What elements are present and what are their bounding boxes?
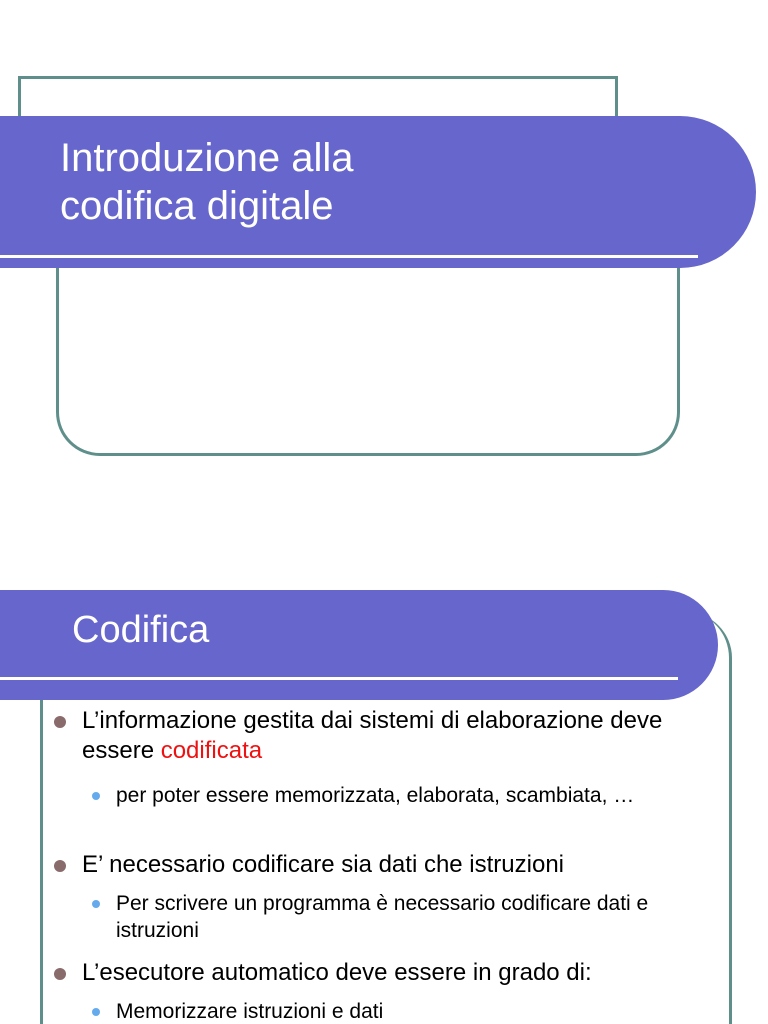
sub-bullet-2-text: Per scrivere un programma è necessario codificare dati e istruzioni [116,892,649,942]
bullet-dot [54,716,66,728]
slide-heading: Codifica [72,609,210,651]
title-line-1: Introduzione alla [60,136,354,180]
bullet-dot [54,860,66,872]
bullet-1 [82,706,722,766]
sub-bullet-3 [116,998,716,1024]
slide-codifica [0,512,768,1024]
title-band-underline [0,255,698,258]
frame-bottom [56,250,680,456]
bullet-2-text: E’ necessario codificare sia dati che istruzioni [82,851,565,878]
bullet-dot [54,968,66,980]
bullet-2 [82,850,722,880]
sub-bullet-3-text: Memorizzare istruzioni e dati [116,1000,384,1023]
slide-title-heading [60,134,660,230]
highlight-word: codificata [160,737,263,764]
sub-bullet-1-text: per poter essere memorizzata, elaborata, scambiata, … [116,784,635,807]
title-line-2: codifica digitale [60,184,334,228]
bullet-3-text: L’esecutore automatico deve essere in grado di: [82,959,592,986]
sub-bullet-dot [92,1008,100,1016]
sub-bullet-dot [92,792,100,800]
sub-bullet-2 [116,890,716,944]
sub-bullet-1 [116,782,716,809]
sub-bullet-dot [92,900,100,908]
bullet-3 [82,958,722,988]
title-band-underline [0,677,678,680]
bullet-1-text: L’informazione gestita dai sistemi di elaborazione deve essere [82,707,663,764]
